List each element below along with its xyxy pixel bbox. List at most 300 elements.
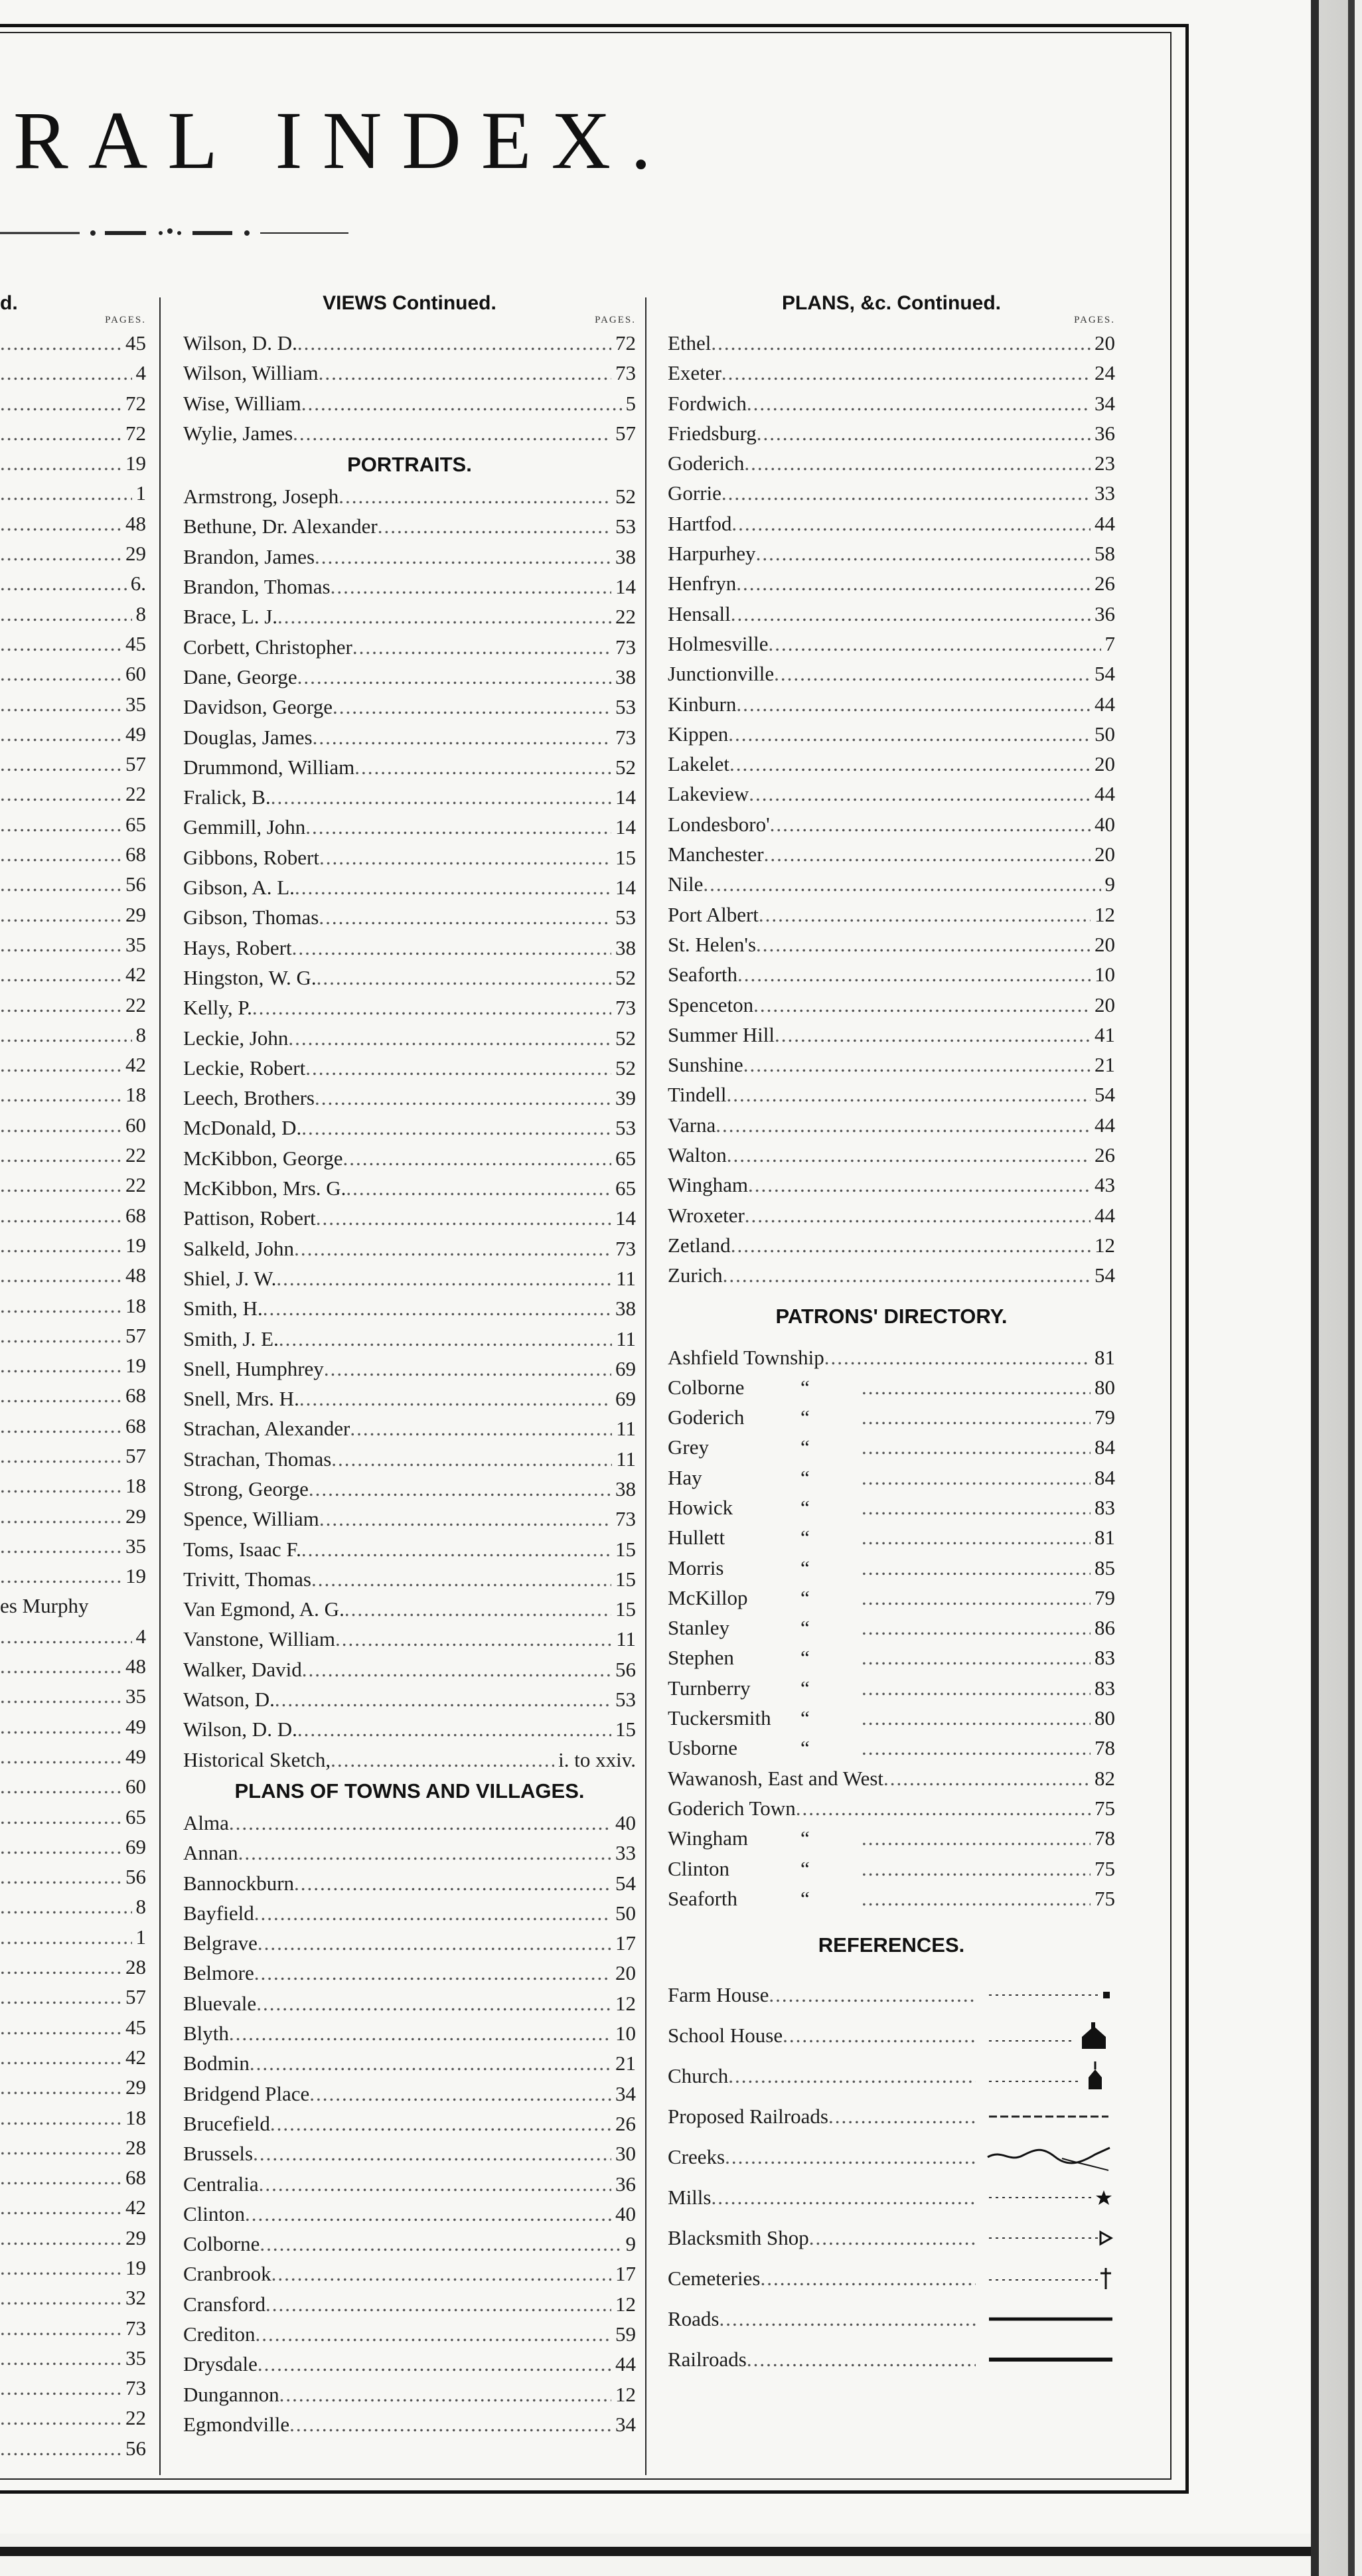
index-entry [0,2253,146,2283]
index-entry [0,509,146,538]
legend-entry [668,2177,1115,2217]
patron-township: Ashfield Township [668,1345,824,1369]
entry-page: 14 [615,876,636,900]
dot-leader [0,509,121,538]
entry-page: 22 [125,782,146,806]
index-entry [183,1324,636,1354]
dot-leader [0,1712,121,1741]
entry-page: 29 [125,1504,146,1528]
patron-entry [668,1613,1115,1643]
entry-page: 11 [616,1327,636,1350]
entry-name: Gemmill, John [183,815,306,839]
index-entry [183,1684,636,1714]
dot-leader [0,929,121,959]
patron-township: Wingham [668,1826,749,1850]
dot-leader [0,2343,121,2373]
index-entry [0,809,146,839]
patron-entry [668,1763,1115,1793]
index-entry [183,1654,636,1684]
index-entry [183,2259,636,2289]
entry-name: Shiel, J. W. [183,1266,277,1290]
patron-page: 81 [1095,1345,1115,1369]
entry-page: 53 [615,906,636,929]
dot-leader [783,2024,976,2048]
index-entry [183,2349,636,2379]
entry-page: 4 [135,1624,146,1648]
dot-leader [744,448,1091,478]
dot-leader [0,1380,121,1410]
entry-name: Harpurhey [668,542,756,566]
entry-name: Cranbrook [183,2262,271,2286]
entry-name: Pattison, Robert [183,1206,316,1230]
legend-entry [668,2217,1115,2258]
index-entry [0,328,146,358]
entry-page: 41 [1095,1022,1115,1046]
entry-page: 49 [125,1744,146,1768]
entry-name: Kelly, P. [183,996,252,1020]
dot-leader [305,1053,611,1083]
index-entry [183,1988,636,2018]
entry-page: 1 [135,1925,146,1949]
dot-leader [354,752,611,782]
dot-leader [279,2379,611,2409]
dot-leader [0,1050,121,1080]
title-ornament [0,223,352,243]
index-entry [183,1354,636,1384]
index-entry [0,1020,146,1050]
entry-page: 8 [135,1895,146,1919]
dot-leader [263,1293,611,1323]
entry-page: 52 [615,1026,636,1050]
dot-leader [809,2226,976,2250]
index-entry [668,1020,1115,1050]
farm-house-symbol [976,1980,1115,2010]
entry-name: Sunshine [668,1053,743,1077]
dot-leader [711,2186,976,2210]
plans-continued-list [668,328,1115,1291]
dot-leader [344,1594,611,1624]
dot-leader [302,1654,611,1684]
legend-label: Creeks [668,2144,725,2168]
dot-leader [309,1474,611,1504]
index-entry [183,933,636,963]
entry-page: 68 [125,1384,146,1408]
index-entry [183,1808,636,1838]
dot-leader [743,1050,1091,1080]
entry-name: Brucefield [183,2111,270,2135]
index-entry [0,448,146,478]
patron-page: 83 [1095,1646,1115,1670]
dot-leader [0,1892,132,1921]
dot-leader [292,933,611,963]
entry-name: Leckie, John [183,1026,289,1050]
patron-page: 75 [1095,1856,1115,1880]
entry-name: Friedsburg [668,421,757,445]
index-entry [183,1083,636,1113]
entry-page: 57 [125,1323,146,1347]
index-entry [0,1802,146,1832]
church-icon [976,2061,1115,2091]
patron-entry [668,1643,1115,1672]
entry-page: 18 [125,1083,146,1107]
dot-leader [703,869,1100,899]
index-entry [668,1230,1115,1260]
dot-leader [313,722,611,752]
legend-entry [668,2055,1115,2096]
index-entry [183,1838,636,1868]
index-entry [0,990,146,1020]
index-entry [0,1411,146,1441]
references-legend [668,1974,1115,2379]
entry-name: Zurich [668,1263,723,1287]
road-symbol [976,2304,1115,2334]
dot-leader [0,1471,121,1500]
entry-page: 60 [125,1113,146,1137]
ditto-mark: “ [800,1435,810,1459]
ditto-mark: “ [800,1556,810,1579]
entry-page: 35 [125,1684,146,1708]
dot-leader [0,1922,132,1952]
dot-leader [0,719,121,749]
dot-leader [0,358,132,388]
index-entry [183,2018,636,2048]
entry-page: 20 [1095,932,1115,956]
dot-leader [279,1324,612,1354]
dot-leader [0,1080,121,1109]
entry-name: Van Egmond, A. G. [183,1597,344,1621]
patron-page: 79 [1095,1585,1115,1609]
dot-leader [0,1140,121,1170]
patron-entry [668,1583,1115,1613]
entry-page: 17 [615,2262,636,2286]
index-entry [0,869,146,899]
index-entry [0,1591,146,1621]
entry-page: 32 [125,2286,146,2310]
index-entry [668,538,1115,568]
index-entry [183,1203,636,1233]
patron-entry [668,1553,1115,1583]
dot-leader [748,1170,1091,1200]
entry-page: 5 [625,391,636,415]
patron-entry [668,1522,1115,1552]
entry-name: Londesboro' [668,812,770,836]
entry-name: Bodmin [183,2052,250,2075]
entry-page: 19 [125,1233,146,1257]
legend-entry [668,2096,1115,2136]
index-entry [183,812,636,842]
patron-page: 78 [1095,1826,1115,1850]
patron-page: 81 [1095,1526,1115,1550]
entry-page: 69 [125,1834,146,1858]
entry-name: Walton [668,1143,727,1167]
dot-leader [769,629,1101,659]
patron-page: 75 [1095,1886,1115,1910]
index-entry [183,2199,636,2229]
legend-label: Mills [668,2185,712,2209]
index-entry [0,1291,146,1321]
dot-leader [229,2018,611,2048]
index-entry [668,689,1115,719]
entry-page: 69 [615,1387,636,1411]
entry-page: 54 [1095,1083,1115,1107]
patron-entry [668,1703,1115,1733]
index-entry [0,1922,146,1952]
entry-page: 73 [125,2316,146,2340]
entry-name: Exeter [668,361,721,385]
entry-page: 52 [615,1056,636,1080]
index-entry [183,1413,636,1443]
entry-page: 44 [1095,1203,1115,1227]
entry-name: Hensall [668,602,731,625]
school-house-icon [976,2021,1115,2050]
entry-page: 11 [616,1417,636,1441]
entry-name: Crediton [183,2322,256,2346]
page-title: RAL INDEX. [13,95,672,186]
index-entry [0,2072,146,2102]
entry-page: 11 [616,1627,636,1651]
dot-leader [729,749,1091,779]
index-entry [183,2319,636,2349]
entry-name: Gorrie [668,481,721,505]
dot-leader [288,1023,611,1053]
entry-page: 57 [125,1985,146,2009]
entry-page: 12 [1095,1233,1115,1257]
dot-leader [759,900,1091,929]
patron-page: 78 [1095,1736,1115,1760]
ditto-mark: “ [800,1706,810,1730]
entry-page: 57 [125,1443,146,1467]
entry-name: Leckie, Robert [183,1056,306,1080]
entry-name: Armstrong, Joseph [183,485,339,509]
dot-leader [862,1402,1091,1432]
index-entry [183,1263,636,1293]
patron-entry [668,1823,1115,1853]
index-entry [0,1110,146,1140]
plans-continued-heading: PLANS, &c. Continued. [782,292,1001,314]
entry-page: 17 [615,1931,636,1955]
index-entry [668,869,1115,899]
index-entry [183,1928,636,1958]
dot-leader [252,993,611,1022]
patron-entry [668,1492,1115,1522]
entry-name: Smith, H. [183,1297,263,1321]
dot-leader [265,2289,611,2319]
index-entry [183,1053,636,1083]
index-entry [668,509,1115,538]
entry-page: 38 [615,1477,636,1500]
index-entry [183,2109,636,2138]
dot-leader [277,602,611,631]
dot-leader [0,2253,121,2283]
index-entry [0,1050,146,1080]
entry-name: Varna [668,1113,716,1137]
patron-township: Goderich Town [668,1796,796,1820]
dot-leader [297,1714,611,1744]
index-entry [0,1080,146,1109]
patron-entry [668,1432,1115,1462]
dot-leader [0,2223,121,2253]
dot-leader [0,1411,121,1441]
entry-name: Gibson, Thomas [183,906,319,929]
ditto-mark: “ [800,1495,810,1519]
index-entry [183,328,636,358]
index-entry [0,1621,146,1651]
dot-leader [756,538,1091,568]
entry-name: Historical Sketch, [183,1747,331,1771]
entry-page: 14 [615,1206,636,1230]
dot-leader [0,2313,121,2343]
dot-leader [862,1463,1091,1492]
dot-leader [0,388,121,418]
entry-page: 20 [1095,843,1115,866]
index-entry [0,929,146,959]
dot-leader [0,2103,121,2133]
dot-leader [711,328,1091,358]
index-entry [183,1868,636,1898]
entry-page: 45 [125,331,146,355]
entry-page: 53 [615,515,636,538]
entry-page: 42 [125,963,146,987]
dot-leader [0,418,121,448]
entry-page: 22 [125,993,146,1016]
entry-name: Hingston, W. G. [183,965,317,989]
entry-page: 29 [125,542,146,566]
index-entry [668,328,1115,358]
entry-name: Toms, Isaac F. [183,1537,301,1561]
entry-name: Cransford [183,2292,265,2316]
patron-township: Wawanosh, East and West [668,1766,884,1790]
ditto-mark: “ [800,1616,810,1640]
index-entry [183,1173,636,1203]
dot-leader [731,509,1091,538]
references-heading: REFERENCES. [818,1933,965,1957]
dot-leader [276,1263,612,1293]
entry-name: Seaforth [668,963,738,987]
patron-entry [668,1463,1115,1492]
index-entry [183,388,636,418]
dot-leader [0,328,121,358]
entry-name: Snell, Humphrey [183,1356,324,1380]
index-entry [0,1350,146,1380]
ditto-mark: “ [800,1646,810,1670]
patron-township: Morris [668,1556,724,1579]
dot-leader [716,1110,1091,1140]
pages-label: PAGES. [105,315,146,325]
dot-leader [309,2079,611,2109]
dot-leader [824,1342,1091,1372]
entry-page: 45 [125,2015,146,2039]
index-entry [0,2012,146,2042]
dot-leader [333,692,611,722]
entry-page: 40 [1095,812,1115,836]
entry-page: 49 [125,722,146,746]
dot-leader [0,1110,121,1140]
entry-page: 40 [615,1811,636,1834]
entry-page: 9 [625,2232,636,2256]
index-entry [0,418,146,448]
entry-page: 45 [125,631,146,655]
entry-name: Vanstone, William [183,1627,335,1651]
dot-leader [315,542,611,572]
entry-name: Lakeview [668,782,749,806]
entry-page: 43 [1095,1173,1115,1197]
entry-page: 8 [135,602,146,625]
patron-township: Howick [668,1495,733,1519]
entry-name: Brace, L. J. [183,605,278,629]
entry-page: 53 [615,1688,636,1712]
entry-page: 12 [615,2382,636,2406]
index-entry [0,568,146,598]
index-entry [183,1113,636,1143]
entry-name: Watson, D. [183,1688,275,1712]
entry-page: 56 [615,1657,636,1681]
index-entry [183,2379,636,2409]
dot-leader [315,1083,611,1113]
dot-leader [331,1745,554,1775]
index-entry [0,2403,146,2433]
entry-page: 14 [615,815,636,839]
patron-page: 79 [1095,1406,1115,1429]
index-entry [0,959,146,989]
entry-page: 56 [125,2436,146,2460]
dot-leader [258,1928,611,1958]
index-entry [183,1504,636,1534]
entry-page: 57 [125,752,146,776]
entry-page: 36 [1095,421,1115,445]
entry-page: 68 [125,1203,146,1227]
entry-name: Centralia [183,2172,259,2196]
entry-page: 20 [1095,993,1115,1016]
dot-leader [0,1230,121,1260]
index-entry [183,1898,636,1928]
dot-leader [293,418,611,448]
page-edge-bottom [0,2534,1311,2576]
index-entry [668,959,1115,989]
index-entry [183,2409,636,2439]
dot-leader [0,1681,121,1711]
dot-leader [0,568,127,598]
dot-leader [305,812,611,842]
entry-page: 24 [1095,361,1115,385]
dot-leader [258,2349,611,2379]
legend-label: Railroads [668,2347,747,2371]
entry-page: 15 [615,1597,636,1621]
dot-leader [862,1823,1091,1853]
entry-page: i. to xxiv. [558,1747,636,1771]
dot-leader [311,1564,611,1594]
dot-leader [862,1703,1091,1733]
dot-leader [731,1230,1091,1260]
dot-leader [728,719,1091,749]
dot-leader [256,1988,611,2018]
entry-name: Tindell [668,1083,727,1107]
dot-leader [294,1234,611,1263]
index-entry [0,1230,146,1260]
legend-entry [668,2136,1115,2177]
index-entry [0,779,146,809]
index-entry [183,572,636,602]
dot-leader [721,478,1091,508]
index-entry [668,1110,1115,1140]
patron-township: Seaforth [668,1886,738,1910]
dot-leader [256,2319,612,2349]
dot-leader [770,809,1091,839]
entry-page: 34 [615,2081,636,2105]
index-entry [183,542,636,572]
entry-page: 12 [615,2292,636,2316]
index-entry [668,568,1115,598]
index-entry [0,1140,146,1170]
